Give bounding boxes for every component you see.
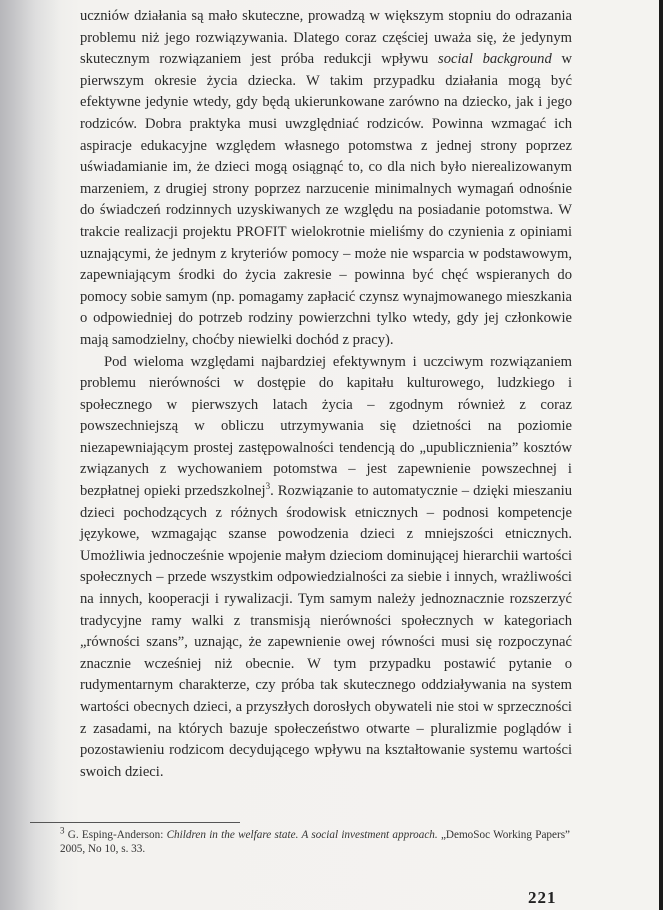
paragraph-2: Pod wieloma względami najbardziej efektywnym i uczciwym rozwiązaniem problemu nierówności w dostępie do kapitału kulturowego, ludzkiego i społecznego w pierwszych latach życia – zgodnym również z coraz powszechniejszą w obliczu utrzymywania się dzietności na poziomie niezapewniającym prostej zastępowalności tendencją do „upublicznienia” kosztów związanych z wychowaniem potomstwa – jest zapewnienie powszechnej i bezpłatnej opieki przedszkolnej$^3$. Rozwiązanie to automatycznie – dzięki mieszaniu dzieci pochodzących z różnych środowisk etnicznych – podnosi kompetencje językowe, wzmagając szanse powodzenia dzieci z mniejszości etnicznych. Umożliwia jednocześnie wpojenie małym dzieciom dominującej hierarchii wartości społecznych – przede wszystkim odpowiedzialności za siebie i innych, wrażliwości na innych, kooperacji i rywalizacji. Tym samym należy jednoznacznie rozszerzyć tradycyjne ramy walki z transmisją nierówności społecznych w kategoriach „równości szans”, uznając, że zapewnienie owej równości musi się rozpoczynać znacznie wcześniej niż obecnie. W tym przypadku postawić pytanie o rudymentarnym charakterze, czy próba tak skutecznego oddziaływania na system wartości obecnych dzieci, a przyszłych dorosłych obywateli nie stoi w sprzeczności z zasadami, na których bazuje społeczeństwo otwarte – pluralizmie poglądów i pozostawieniu rodzicom decydującego wpływu na kształtowanie systemu wartości swoich dzieci. <box>80 353 572 780</box>
footnote-source: „DemoSoc Working Papers” 2005, No 10, s. 33. <box>60 829 571 855</box>
footnote-ref[interactable]: 3 <box>265 481 271 492</box>
footnote-title: Children in the welfare state. A social investment approach. <box>166 829 438 841</box>
footnote-marker: 3 <box>60 825 65 836</box>
paragraph-1-part-b: w pierwszym okresie życia dziecka. W takim przypadku działania mogą być efektywne jedynie wtedy, gdy będą ukierunkowane zarówno na dziecko, jak i jego rodziców. Dobra praktyka musi uwzględniać rodziców. Powinna wzmagać ich aspiracje edukacyjne względem własnego potomstwa z jednej strony poprzez uświadamianie im, że dzieci mogą osiągnąć to, co dla nich było nierealizowanym marzeniem, z drugiej strony poprzez narzucenie minimalnych wymagań odnośnie do świadczeń rodzinnych uzyskiwanych ze względu na posiadanie potomstwa. W trakcie realizacji projektu PROFIT wielokrotnie mieliśmy do czynienia z opiniami uznającymi, że jednym z kryteriów pomocy – może nie wsparcia w podstawowym, zapewniającym środki do życia zakresie – powinna być chęć wspieranych do pomocy sobie samym (np. pomagamy zapłacić czynsz wynajmowanego mieszkania o odpowiedniej do potrzeb rodziny powierzchni tylko wtedy, gdy jej członkowie mają samodzielny, choćby niewielki dochód z pracy). <box>80 51 572 348</box>
paragraph-2-continuation: Rozwiązanie to automatycznie – dzięki mieszaniu dzieci pochodzących z różnych środowisk etnicznych – podnosi kompetencje językowe, wzmagając szanse powodzenia dzieci z mniejszości etnicznych. Umożliwia jednocześnie wpojenie małym dzieciom dominującej hierarchii wartości społecznych – przede wszystkim odpowiedzialności za siebie i innych, wrażliwości na innych, kooperacji i rywalizacji. Tym samym należy jednoznacznie rozszerzyć tradycyjne ramy walki z transmisją nierówności społecznych w kategoriach „równości szans”, uznając, że zapewnienie owej równości musi się rozpoczynać znacznie wcześniej niż obecnie. W tym przypadku postawić pytanie o rudymentarnym charakterze, czy próba tak skutecznego oddziaływania na system wartości obecnych dzieci, a przyszłych dorosłych obywateli nie stoi w sprzeczności z zasadami, na których bazuje społeczeństwo otwarte – pluralizmie poglądów i pozostawieniu rodzicom decydującego wpływu na kształtowanie systemu wartości swoich dzieci. <box>80 483 572 780</box>
paragraph-1 <box>80 6 572 352</box>
body-text <box>80 6 572 783</box>
footnote <box>60 825 571 856</box>
italic-phrase: social background <box>438 51 552 68</box>
paragraph-1-part-a: uczniów działania są mało skuteczne, prowadzą w większym stopniu do odrazania problemu niż jego rozwiązywania. Dlatego coraz częściej uważa się, że jedynym skutecznym rozwiązaniem jest próba redukcji wpływu <box>80 8 572 68</box>
footnote-author: G. Esping-Anderson: <box>67 829 164 841</box>
binding-shadow <box>0 0 60 910</box>
page-edge <box>659 0 663 910</box>
footnote-rule <box>30 822 240 823</box>
page-number: 221 <box>528 888 557 907</box>
paragraph-2-text: Pod wieloma względami najbardziej efektywnym i uczciwym rozwiązaniem problemu nierówności w dostępie do kapitału kulturowego, ludzkiego i społecznego w pierwszych latach życia – zgodnym również z coraz powszechniejszą w obliczu utrzymywania się dzietności na poziomie niezapewniającym prostej zastępowalności tendencją do „upublicznienia” kosztów związanych z wychowaniem potomstwa – jest zapewnienie powszechnej i bezpłatnej opieki przedszkolnej <box>80 353 572 500</box>
